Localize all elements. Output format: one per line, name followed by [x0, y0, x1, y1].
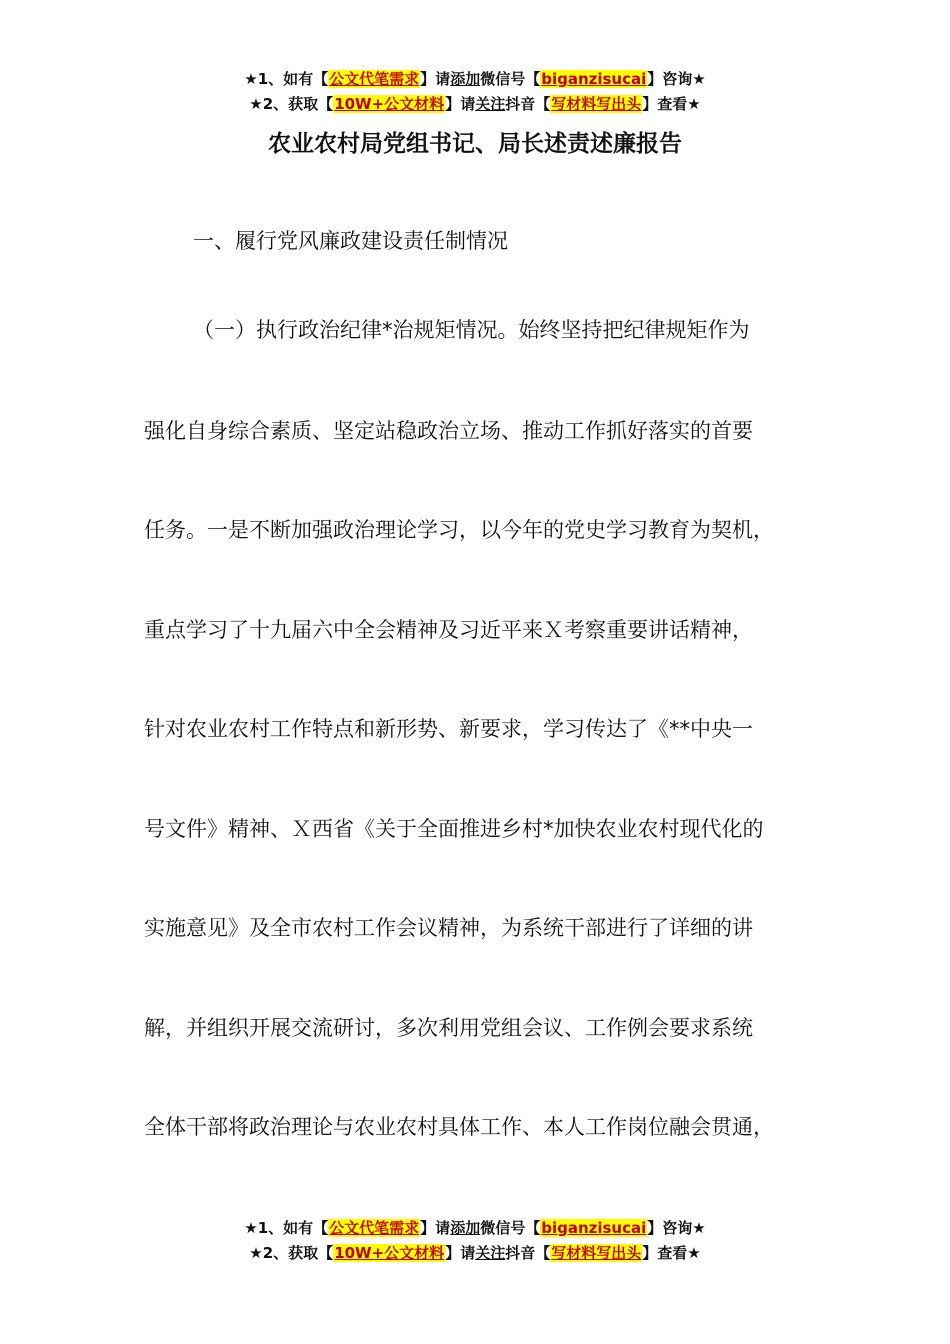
bottom-banner [0, 1216, 950, 1266]
banner-text: ★2、获取【 [249, 1244, 334, 1262]
banner-text: 抖音【 [505, 95, 551, 113]
banner-highlight: biganzisucai [541, 70, 647, 88]
banner-text: 】请 [445, 1244, 476, 1262]
banner-highlight: biganzisucai [541, 1219, 647, 1237]
paragraph-line: 实施意见》及全市农村工作会议精神，为系统干部进行了详细的讲 [144, 916, 753, 940]
banner-text: 微信号【 [480, 1219, 541, 1237]
banner-highlight: 10W+公文材料 [334, 95, 445, 113]
banner-highlight: 公文代笔需求 [329, 70, 420, 88]
paragraph-line: 号文件》精神、Ｘ西省《关于全面推进乡村*加快农业农村现代化的 [144, 817, 764, 841]
banner-text: 】咨询★ [647, 1219, 706, 1237]
banner-text: 】请 [445, 95, 476, 113]
paragraph-line: （一）执行政治纪律*治规矩情况。始终坚持把纪律规矩作为 [193, 318, 750, 342]
banner-highlight: 写材料写出头 [551, 1244, 642, 1262]
banner-underline: 关注 [475, 95, 506, 113]
paragraph-line: 任务。一是不断加强政治理论学习，以今年的党史学习教育为契机， [144, 518, 774, 542]
banner-text: ★1、如有【 [244, 1219, 329, 1237]
banner-text: 】请 [420, 70, 451, 88]
paragraph-line: 重点学习了十九届六中全会精神及习近平来Ｘ考察重要讲话精神， [144, 618, 753, 642]
paragraph-line: 全体干部将政治理论与农业农村具体工作、本人工作岗位融会贯通， [144, 1115, 774, 1139]
banner-text: 抖音【 [505, 1244, 551, 1262]
banner-text: 微信号【 [480, 70, 541, 88]
section-heading: 一、履行党风廉政建设责任制情况 [193, 229, 508, 253]
paragraph-line: 针对农业农村工作特点和新形势、新要求，学习传达了《**中央一 [144, 717, 753, 741]
banner-underline: 添加 [450, 1219, 481, 1237]
banner-underline: 关注 [475, 1244, 506, 1262]
banner-underline: 添加 [450, 70, 481, 88]
paragraph-line: 解，并组织开展交流研讨，多次利用党组会议、工作例会要求系统 [144, 1016, 753, 1040]
banner-text: 】咨询★ [647, 70, 706, 88]
paragraph-line: 强化自身综合素质、坚定站稳政治立场、推动工作抓好落实的首要 [144, 419, 753, 443]
banner-line-1 [0, 1216, 950, 1241]
document-title: 农业农村局党组书记、局长述责述廉报告 [268, 131, 682, 157]
banner-highlight: 写材料写出头 [551, 95, 642, 113]
banner-text: 】查看★ [642, 95, 701, 113]
banner-text: ★1、如有【 [244, 70, 329, 88]
banner-highlight: 公文代笔需求 [329, 1219, 420, 1237]
banner-highlight: 10W+公文材料 [334, 1244, 445, 1262]
banner-text: 】请 [420, 1219, 451, 1237]
banner-text: ★2、获取【 [249, 95, 334, 113]
banner-line-2 [0, 1241, 950, 1266]
banner-text: 】查看★ [642, 1244, 701, 1262]
